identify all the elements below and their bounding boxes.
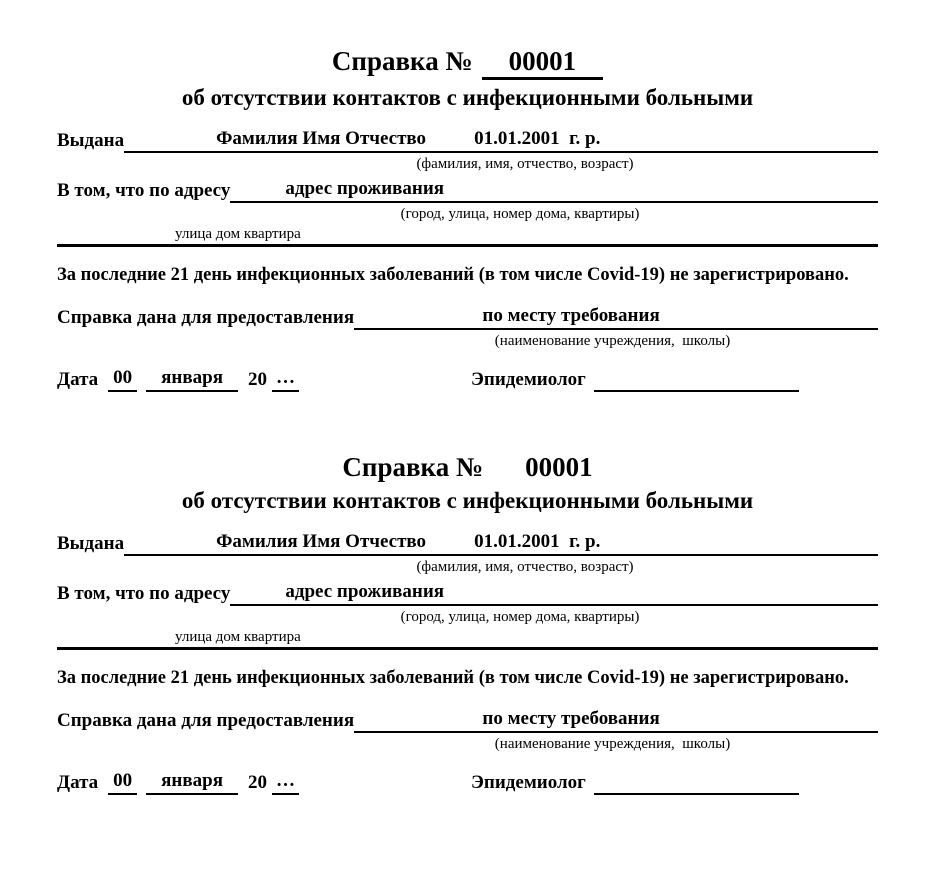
no-infection-statement: За последние 21 день инфекционных заболеваний (в том числе Covid-19) не зарегистрировано. <box>57 668 849 689</box>
address-line2-value[interactable]: улица дом квартира <box>175 225 301 242</box>
epidemiologist-signature-field[interactable] <box>594 368 799 392</box>
date-label: Дата <box>57 772 99 794</box>
purpose-line <box>57 707 878 733</box>
certificate-subtitle: об отсутствии контактов с инфекционными больными <box>181 85 754 111</box>
date-year-field[interactable]: … <box>272 769 299 795</box>
purpose-caption: (наименование учреждения, школы) <box>494 736 731 753</box>
issued-to-caption: (фамилия, имя, отчество, возраст) <box>416 156 634 173</box>
date-signature-line <box>57 769 878 795</box>
address-line2-field[interactable] <box>57 628 878 651</box>
address-line <box>57 580 878 606</box>
patient-dob-value[interactable]: 01.01.2001 г. р. <box>474 128 601 150</box>
purpose-label: Справка дана для предоставления <box>57 307 355 329</box>
issued-to-caption: (фамилия, имя, отчество, возраст) <box>416 559 634 576</box>
address-line2-field[interactable] <box>57 225 878 248</box>
certificate-title <box>57 452 878 483</box>
purpose-value[interactable]: по месту требования <box>482 708 660 730</box>
address-line2-value[interactable]: улица дом квартира <box>175 628 301 645</box>
certificate-title-prefix: Справка № <box>331 46 473 76</box>
address-caption: (город, улица, номер дома, квартиры) <box>400 608 640 625</box>
issued-to-label: Выдана <box>57 130 125 152</box>
date-day-field[interactable]: 00 <box>108 366 137 392</box>
patient-name-value[interactable]: Фамилия Имя Отчество <box>216 128 427 150</box>
date-year-prefix: 20 <box>248 369 267 391</box>
issued-to-label: Выдана <box>57 533 125 555</box>
date-year-prefix: 20 <box>248 772 267 794</box>
issued-to-line <box>57 530 878 556</box>
patient-name-value[interactable]: Фамилия Имя Отчество <box>216 531 427 553</box>
date-label: Дата <box>57 369 99 391</box>
address-label: В том, что по адресу <box>57 180 231 202</box>
certificate-title <box>57 46 878 80</box>
date-signature-line <box>57 366 878 392</box>
date-month-field[interactable]: января <box>146 366 238 392</box>
certificate-subtitle: об отсутствии контактов с инфекционными больными <box>181 488 754 514</box>
certificate-title-prefix: Справка № <box>342 451 484 482</box>
address-label: В том, что по адресу <box>57 583 231 605</box>
purpose-field[interactable] <box>354 304 878 330</box>
epidemiologist-label: Эпидемиолог <box>471 772 586 794</box>
purpose-field[interactable] <box>354 707 878 733</box>
issued-to-line <box>57 127 878 153</box>
no-infection-statement: За последние 21 день инфекционных заболеваний (в том числе Covid-19) не зарегистрировано. <box>57 265 849 286</box>
address-field[interactable] <box>230 580 878 606</box>
date-month-field[interactable]: января <box>146 769 238 795</box>
certificate-number-field[interactable]: 00001 <box>525 451 593 482</box>
certificate-copy-2 <box>57 452 878 795</box>
issued-to-field[interactable] <box>124 530 878 556</box>
purpose-value[interactable]: по месту требования <box>482 305 660 327</box>
address-value[interactable]: адрес проживания <box>285 581 445 603</box>
purpose-line <box>57 304 878 330</box>
epidemiologist-signature-field[interactable] <box>594 771 799 795</box>
epidemiologist-label: Эпидемиолог <box>471 369 586 391</box>
address-value[interactable]: адрес проживания <box>285 178 445 200</box>
certificate-number-field[interactable]: 00001 <box>482 46 604 80</box>
certificate-copy-1 <box>57 46 878 392</box>
purpose-caption: (наименование учреждения, школы) <box>494 333 731 350</box>
address-line <box>57 177 878 203</box>
date-year-field[interactable]: … <box>272 366 299 392</box>
address-field[interactable] <box>230 177 878 203</box>
issued-to-field[interactable] <box>124 127 878 153</box>
patient-dob-value[interactable]: 01.01.2001 г. р. <box>474 531 601 553</box>
date-day-field[interactable]: 00 <box>108 769 137 795</box>
address-caption: (город, улица, номер дома, квартиры) <box>400 205 640 222</box>
purpose-label: Справка дана для предоставления <box>57 710 355 732</box>
